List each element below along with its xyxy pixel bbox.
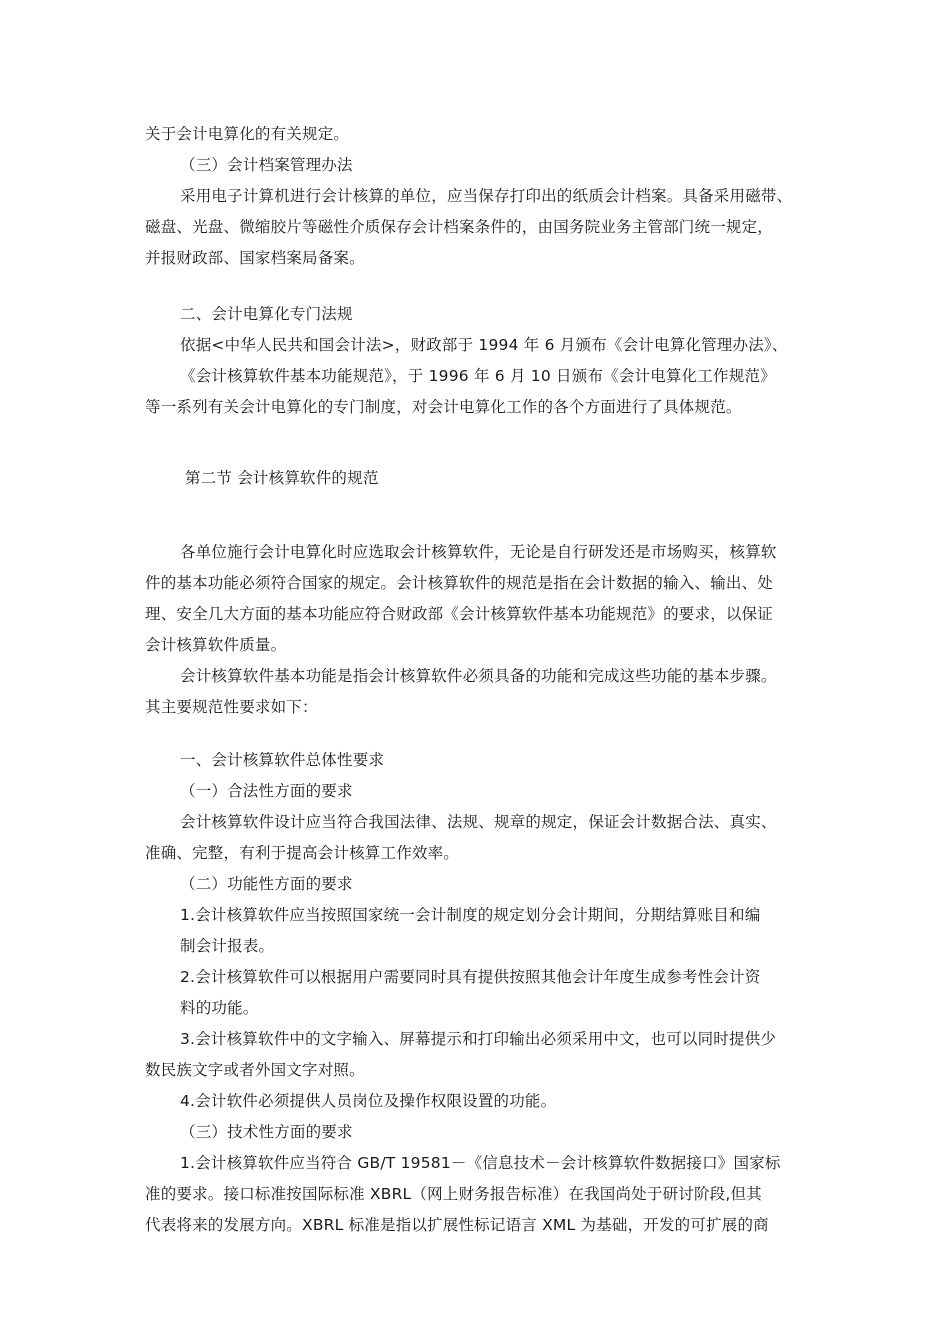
text-line: 会计核算软件质量。 [145,636,287,654]
text-line: 会计核算软件设计应当符合我国法律、法规、规章的规定，保证会计数据合法、真实、 [180,813,777,831]
text-line: 会计核算软件基本功能是指会计核算软件必须具备的功能和完成这些功能的基本步骤。 [180,667,777,685]
section-heading: 二、会计电算化专门法规 [180,305,353,323]
list-item-text: 4.会计软件必须提供人员岗位及操作权限设置的功能。 [180,1092,557,1110]
text-line: 采用电子计算机进行会计核算的单位，应当保存打印出的纸质会计档案。具备采用磁带、 [180,187,793,205]
subheading: （三）技术性方面的要求 [180,1123,353,1141]
list-item-text: 1.会计核算软件应当按照国家统一会计制度的规定划分会计期间，分期结算账目和编 [180,906,761,924]
text-line: 件的基本功能必须符合国家的规定。会计核算软件的规范是指在会计数据的输入、输出、处 [145,574,774,592]
subheading: （三）会计档案管理办法 [180,156,353,174]
text-line: 其主要规范性要求如下： [145,698,318,716]
list-item-text: 2.会计核算软件可以根据用户需要同时具有提供按照其他会计年度生成参考性会计资 [180,968,761,986]
subheading: （二）功能性方面的要求 [180,875,353,893]
text-line: 理、安全几大方面的基本功能应符合财政部《会计核算软件基本功能规范》的要求，以保证 [145,605,774,623]
text-line: 《会计核算软件基本功能规范》，于 1996 年 6 月 10 日颁布《会计电算化工作规范》 [180,367,776,385]
list-item-text: 数民族文字或者外国文字对照。 [145,1061,365,1079]
list-item-text: 料的功能。 [180,999,259,1017]
list-item-text: 3.会计核算软件中的文字输入、屏幕提示和打印输出必须采用中文，也可以同时提供少 [180,1030,777,1048]
section-heading: 一、会计核算软件总体性要求 [180,751,385,769]
text-line: 并报财政部、国家档案局备案。 [145,249,365,267]
text-line: 准的要求。接口标准按国际标准 XBRL（网上财务报告标准）在我国尚处于研讨阶段,但其 [145,1185,762,1203]
list-item-text: 制会计报表。 [180,937,275,955]
list-item-text: 1.会计核算软件应当符合 GB/T 19581－《信息技术－会计核算软件数据接口》国家标 [180,1154,781,1172]
text-line: 各单位施行会计电算化时应选取会计核算软件，无论是自行研发还是市场购买，核算软 [180,543,777,561]
text-line: 磁盘、光盘、微缩胶片等磁性介质保存会计档案条件的，由国务院业务主管部门统一规定， [145,218,774,236]
text-line: 代表将来的发展方向。XBRL 标准是指以扩展性标记语言 XML 为基础，开发的可扩展的商 [145,1216,769,1234]
chapter-heading: 第二节 会计核算软件的规范 [185,469,379,487]
text-line: 依据<中华人民共和国会计法>，财政部于 1994 年 6 月颁布《会计电算化管理办法》、 [180,336,788,354]
text-line: 关于会计电算化的有关规定。 [145,125,350,143]
text-line: 等一系列有关会计电算化的专门制度，对会计电算化工作的各个方面进行了具体规范。 [145,398,742,416]
text-line: 准确、完整，有利于提高会计核算工作效率。 [145,844,460,862]
subheading: （一）合法性方面的要求 [180,782,353,800]
